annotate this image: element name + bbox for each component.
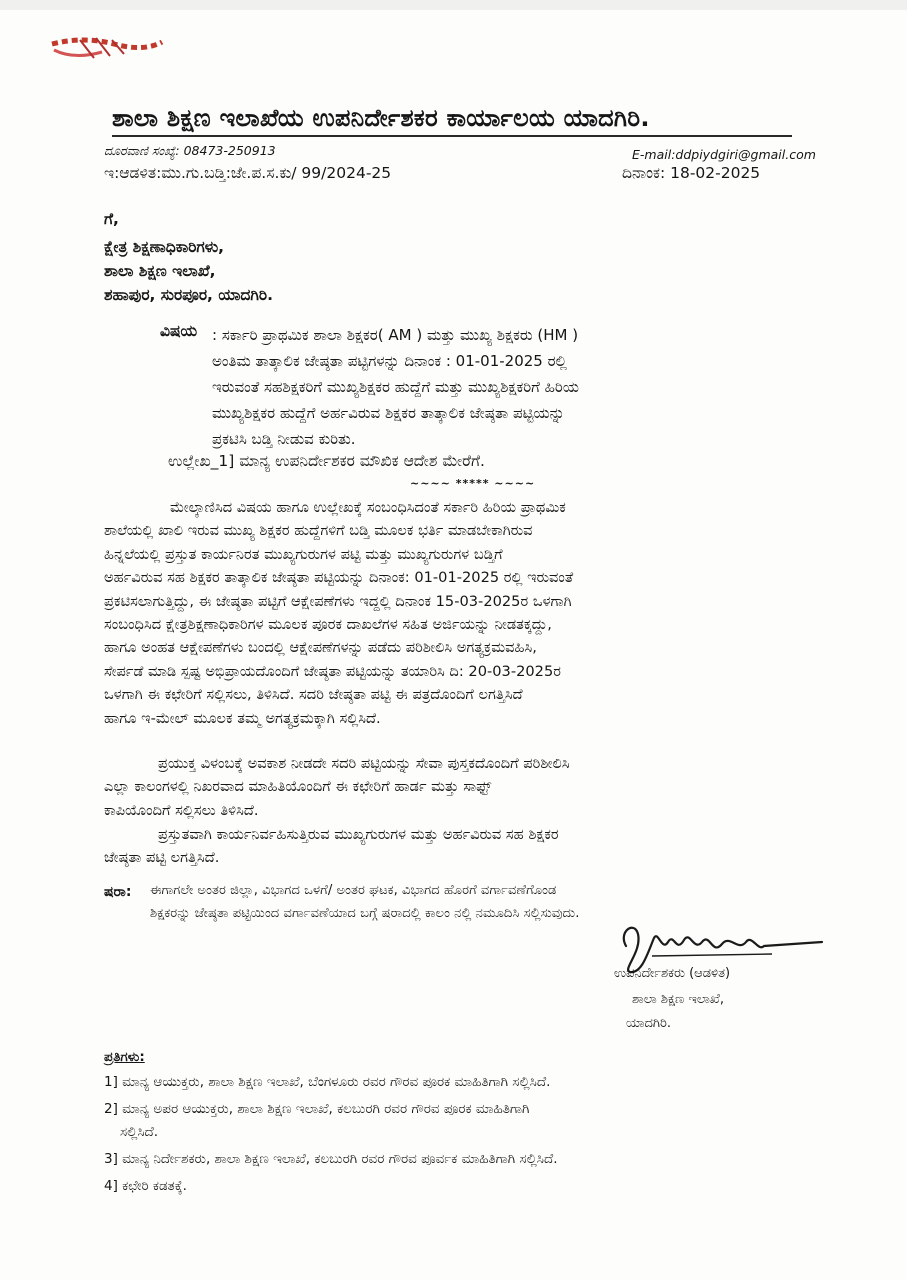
remarks-line-1: ಈಗಾಗಲೇ ಅಂತರ ಜಿಲ್ಲಾ, ವಿಭಾಗದ ಒಳಗೆ/ ಅಂತರ ಘಟಕ, ವಿಭಾಗದ ಹೊರಗೆ ವರ್ಗಾವಣೆಗೊಂಡ bbox=[150, 883, 557, 898]
body-line: ಎಲ್ಲಾ ಕಾಲಂಗಳಲ್ಲಿ ನಿಖರವಾದ ಮಾಹಿತಿಯೊಂದಿಗೆ ಈ ಕಛೇರಿಗೆ ಹಾರ್ಡ ಮತ್ತು ಸಾಫ್ಟ್ bbox=[104, 778, 492, 796]
copy-recipient: 1] ಮಾನ್ಯ ಆಯುಕ್ತರು, ಶಾಲಾ ಶಿಕ್ಷಣ ಇಲಾಖೆ, ಬೆಂಗಳೂರು ರವರ ಗೌರವ ಪೂರಕ ಮಾಹಿತಿಗಾಗಿ ಸಲ್ಲಿಸಿದೆ. bbox=[104, 1074, 551, 1090]
body-line: ಸೇರ್ಪಡೆ ಮಾಡಿ ಸ್ಪಷ್ಟ ಅಭಿಪ್ರಾಯದೊಂದಿಗೆ ಜೇಷ್ಠತಾ ಪಟ್ಟಿಯನ್ನು ತಯಾರಿಸಿ ದಿ: 20-03-2025ರ bbox=[104, 662, 561, 680]
subject-line: ಪ್ರಕಟಿಸಿ ಬಡ್ತಿ ನೀಡುವ ಕುರಿತು. bbox=[212, 430, 356, 448]
letter-date: ದಿನಾಂಕ: 18-02-2025 bbox=[622, 164, 761, 182]
phone-number: ದೂರವಾಣಿ ಸಂಖ್ಯೆ: 08473-250913 bbox=[104, 143, 276, 158]
subject-label: ವಿಷಯ bbox=[160, 322, 198, 340]
reference-number: ಇ:ಆಡಳಿತ:ಮು.ಗು.ಬಡ್ತಿ:ಜೇ.ಪ.ಸ.ಕು/ 99/2024-25 bbox=[104, 164, 392, 182]
title-underline bbox=[112, 135, 792, 137]
section-separator: ~~~~ ***** ~~~~ bbox=[410, 477, 536, 490]
subject-line: ಅಂತಿಮ ತಾತ್ಕಾಲಿಕ ಜೇಷ್ಠತಾ ಪಟ್ಟಿಗಳನ್ನು ದಿನಾಂಕ : 01-01-2025 ರಲ್ಲಿ bbox=[212, 352, 567, 370]
addressee-line-2: ಶಾಲಾ ಶಿಕ್ಷಣ ಇಲಾಖೆ, bbox=[104, 262, 216, 280]
subject-line: ಇರುವಂತೆ ಸಹಶಿಕ್ಷಕರಿಗೆ ಮುಖ್ಯಶಿಕ್ಷಕರ ಹುದ್ದೆಗೆ ಮತ್ತು ಮುಖ್ಯಶಿಕ್ಷಕರಿಗೆ ಹಿರಿಯ bbox=[212, 378, 579, 396]
copy-recipient: ಸಲ್ಲಿಸಿದೆ. bbox=[120, 1124, 159, 1140]
body-line: ಪ್ರಕಟಿಸಲಾಗುತ್ತಿದ್ದು, ಈ ಜೇಷ್ಠತಾ ಪಟ್ಟಿಗೆ ಆಕ್ಷೇಪಣೆಗಳು ಇದ್ದಲ್ಲಿ ದಿನಾಂಕ 15-03-2025ರ ಒಳಗಾಗಿ bbox=[104, 592, 572, 610]
copy-recipient: 3] ಮಾನ್ಯ ನಿರ್ದೇಶಕರು, ಶಾಲಾ ಶಿಕ್ಷಣ ಇಲಾಖೆ, ಕಲಬುರಗಿ ರವರ ಗೌರವ ಪೂರ್ವಕ ಮಾಹಿತಿಗಾಗಿ ಸಲ್ಲಿಸಿದೆ. bbox=[104, 1151, 558, 1167]
body-paragraph-2 bbox=[104, 752, 804, 822]
addressee-line-1: ಕ್ಷೇತ್ರ ಶಿಕ್ಷಣಾಧಿಕಾರಿಗಳು, bbox=[104, 238, 225, 256]
subject-line: ಮುಖ್ಯಶಿಕ್ಷಕರ ಹುದ್ದೆಗೆ ಅರ್ಹವಿರುವ ಶಿಕ್ಷಕರ ತಾತ್ಕಾಲಿಕ ಜೇಷ್ಠತಾ ಪಟ್ಟಿಯನ್ನು bbox=[212, 404, 565, 422]
body-line: ಒಳಗಾಗಿ ಈ ಕಛೇರಿಗೆ ಸಲ್ಲಿಸಲು, ತಿಳಿಸಿದೆ. ಸದರಿ ಜೇಷ್ಠತಾ ಪಟ್ಟಿ ಈ ಪತ್ರದೊಂದಿಗೆ ಲಗತ್ತಿಸಿದೆ bbox=[104, 686, 523, 704]
body-line: ಪ್ರಸ್ತುತವಾಗಿ ಕಾರ್ಯನಿರ್ವಹಿಸುತ್ತಿರುವ ಮುಖ್ಯಗುರುಗಳ ಮತ್ತು ಅರ್ಹವಿರುವ ಸಹ ಶಿಕ್ಷಕರ bbox=[158, 826, 559, 843]
body-line: ಹಾಗೂ ಅಂಹತ ಆಕ್ಷೇಪಣೆಗಳು ಬಂದಲ್ಲಿ ಆಕ್ಷೇಪಣೆಗಳನ್ನು ಪಡೆದು ಪರಿಶೀಲಿಸಿ ಅಗತ್ಯಕ್ರಮವಹಿಸಿ, bbox=[104, 639, 537, 657]
signatory-designation: ಉಪನಿರ್ದೇಶಕರು (ಆಡಳಿತ) bbox=[614, 966, 731, 981]
red-string-tag-icon bbox=[44, 30, 164, 70]
body-line: ಜೇಷ್ಠತಾ ಪಟ್ಟಿ ಲಗತ್ತಿಸಿದೆ. bbox=[104, 849, 220, 867]
addressee-salutation: ಗೆ, bbox=[104, 210, 119, 228]
copy-recipient: 4] ಕಛೇರಿ ಕಡತಕ್ಕೆ. bbox=[104, 1178, 187, 1194]
copies-label: ಪ್ರತಿಗಳು: bbox=[104, 1049, 145, 1065]
office-title: ಶಾಲಾ ಶಿಕ್ಷಣ ಇಲಾಖೆಯ ಉಪನಿರ್ದೇಶಕರ ಕಾರ್ಯಾಲಯ ಯಾದಗಿರಿ. bbox=[112, 104, 650, 132]
body-line: ಪ್ರಯುಕ್ತ ವಿಳಂಬಕ್ಕೆ ಅವಕಾಶ ನೀಡದೇ ಸದರಿ ಪಟ್ಟಿಯನ್ನು ಸೇವಾ ಪುಸ್ತಕದೊಂದಿಗೆ ಪರಿಶೀಲಿಸಿ bbox=[158, 755, 570, 772]
signatory-place: ಯಾದಗಿರಿ. bbox=[626, 1016, 672, 1031]
subject-block bbox=[212, 322, 797, 452]
body-line: ಹಾಗೂ ಇ-ಮೇಲ್ ಮೂಲಕ ತಮ್ಮ ಅಗತ್ಯಕ್ರಮಕ್ಕಾಗಿ ಸಲ್ಲಿಸಿದೆ. bbox=[104, 709, 381, 727]
remarks-label: ಷರಾ: bbox=[104, 884, 132, 900]
email-address: E-mail:ddpiydgiri@gmail.com bbox=[632, 147, 816, 162]
remarks-line-2: ಶಿಕ್ಷಕರನ್ನು ಜೇಷ್ಠತಾ ಪಟ್ಟಿಯಿಂದ ವರ್ಗಾವಣೆಯಾದ ಬಗ್ಗೆ ಷರಾದಲ್ಲಿ ಕಾಲಂ ನಲ್ಲಿ ನಮೂದಿಸಿ ಸಲ್ಲಿಸುವುದು. bbox=[150, 906, 580, 921]
body-line: ಅರ್ಹವಿರುವ ಸಹ ಶಿಕ್ಷಕರ ತಾತ್ಕಾಲಿಕ ಜೇಷ್ಠತಾ ಪಟ್ಟಿಯನ್ನು ದಿನಾಂಕ: 01-01-2025 ರಲ್ಲಿ ಇರುವಂತೆ bbox=[104, 569, 574, 587]
reference-line: ಉಲ್ಲೇಖ_1] ಮಾನ್ಯ ಉಪನಿರ್ದೇಶಕರ ಮೌಖಿಕ ಆದೇಶ ಮೇರೆಗೆ. bbox=[168, 452, 485, 470]
body-line: ಸಂಬಂಧಿಸಿದ ಕ್ಷೇತ್ರಶಿಕ್ಷಣಾಧಿಕಾರಿಗಳ ಮೂಲಕ ಪೂರಕ ದಾಖಲೆಗಳ ಸಹಿತ ಅರ್ಜಿಯನ್ನು ನೀಡತಕ್ಕದ್ದು, bbox=[104, 616, 552, 634]
body-line: ಕಾಪಿಯೊಂದಿಗೆ ಸಲ್ಲಿಸಲು ತಿಳಿಸಿದೆ. bbox=[104, 801, 259, 819]
body-line: ಹಿನ್ನಲೆಯಲ್ಲಿ ಪ್ರಸ್ತುತ ಕಾರ್ಯನಿರತ ಮುಖ್ಯಗುರುಗಳ ಪಟ್ಟಿ ಮತ್ತು ಮುಖ್ಯಗುರುಗಳ ಬಡ್ತಿಗೆ bbox=[104, 545, 503, 563]
scan-top-edge bbox=[0, 0, 907, 10]
body-line: ಶಾಲೆಯಲ್ಲಿ ಖಾಲಿ ಇರುವ ಮುಖ್ಯ ಶಿಕ್ಷಕರ ಹುದ್ದೆಗಳಿಗೆ ಬಡ್ತಿ ಮೂಲಕ ಭರ್ತಿ ಮಾಡಬೇಕಾಗಿರುವ bbox=[104, 522, 533, 540]
copy-recipient: 2] ಮಾನ್ಯ ಅಪರ ಆಯುಕ್ತರು, ಶಾಲಾ ಶಿಕ್ಷಣ ಇಲಾಖೆ, ಕಲಬುರಗಿ ರವರ ಗೌರವ ಪೂರಕ ಮಾಹಿತಿಗಾಗಿ bbox=[104, 1101, 530, 1117]
addressee-line-3: ಶಹಾಪುರ, ಸುರಪೂರ, ಯಾದಗಿರಿ. bbox=[104, 286, 273, 304]
body-paragraph-1 bbox=[104, 496, 804, 730]
signatory-department: ಶಾಲಾ ಶಿಕ್ಷಣ ಇಲಾಖೆ, bbox=[632, 992, 724, 1007]
subject-line: : ಸರ್ಕಾರಿ ಪ್ರಾಥಮಿಕ ಶಾಲಾ ಶಿಕ್ಷಕರ( AM ) ಮತ್ತು ಮುಖ್ಯ ಶಿಕ್ಷಕರು (HM ) bbox=[212, 326, 579, 344]
body-paragraph-3 bbox=[104, 823, 804, 870]
body-line: ಮೇಲ್ಕಾಣಿಸಿದ ವಿಷಯ ಹಾಗೂ ಉಲ್ಲೇಖಕ್ಕೆ ಸಂಬಂಧಿಸಿದಂತೆ ಸರ್ಕಾರಿ ಹಿರಿಯ ಪ್ರಾಥಮಿಕ bbox=[170, 499, 566, 516]
